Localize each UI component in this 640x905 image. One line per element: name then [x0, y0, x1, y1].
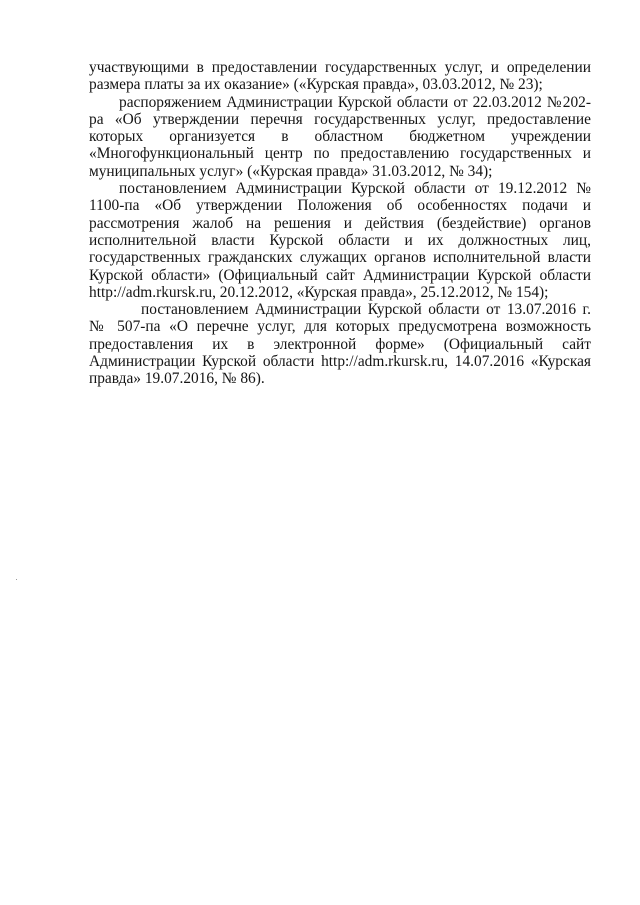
scan-speck	[16, 579, 17, 580]
paragraph-order-202-ra: распоряжением Администрации Курской области от 22.03.2012 №202-ра «Об утверждении перечня государственных услуг, предоставление которых организуется в областном бюджетном учреждении «Многофункциональный центр по предоставлению государственных и муниципальных услуг» («Курская правда» 31.03.2012, № 34);	[89, 93, 591, 180]
paragraph-continuation: участвующими в предоставлении государственных услуг, и определении размера платы за их оказание» («Курская правда», 03.03.2012, № 23);	[89, 59, 591, 94]
paragraph-resolution-507-pa: постановлением Администрации Курской области от 13.07.2016 г. № 507-па «О перечне услуг, для которых предусмотрена возможность предоставления их в электронной форме» (Официальный сайт Администрации Курской области http://adm.rkursk.ru, 14.07.2016 «Курская правда» 19.07.2016, № 86).	[89, 301, 591, 388]
paragraph-resolution-1100-pa: постановлением Администрации Курской области от 19.12.2012 № 1100-па «Об утверждении Положения об особенностях подачи и рассмотрения жалоб на решения и действия (бездействие) органов исполнительной власти Курской области и их должностных лиц, государственных гражданских служащих органов исполнительной власти Курской области» (Официальный сайт Администрации Курской области http://adm.rkursk.ru, 20.12.2012, «Курская правда», 25.12.2012, № 154);	[89, 180, 591, 301]
document-body	[89, 59, 591, 388]
